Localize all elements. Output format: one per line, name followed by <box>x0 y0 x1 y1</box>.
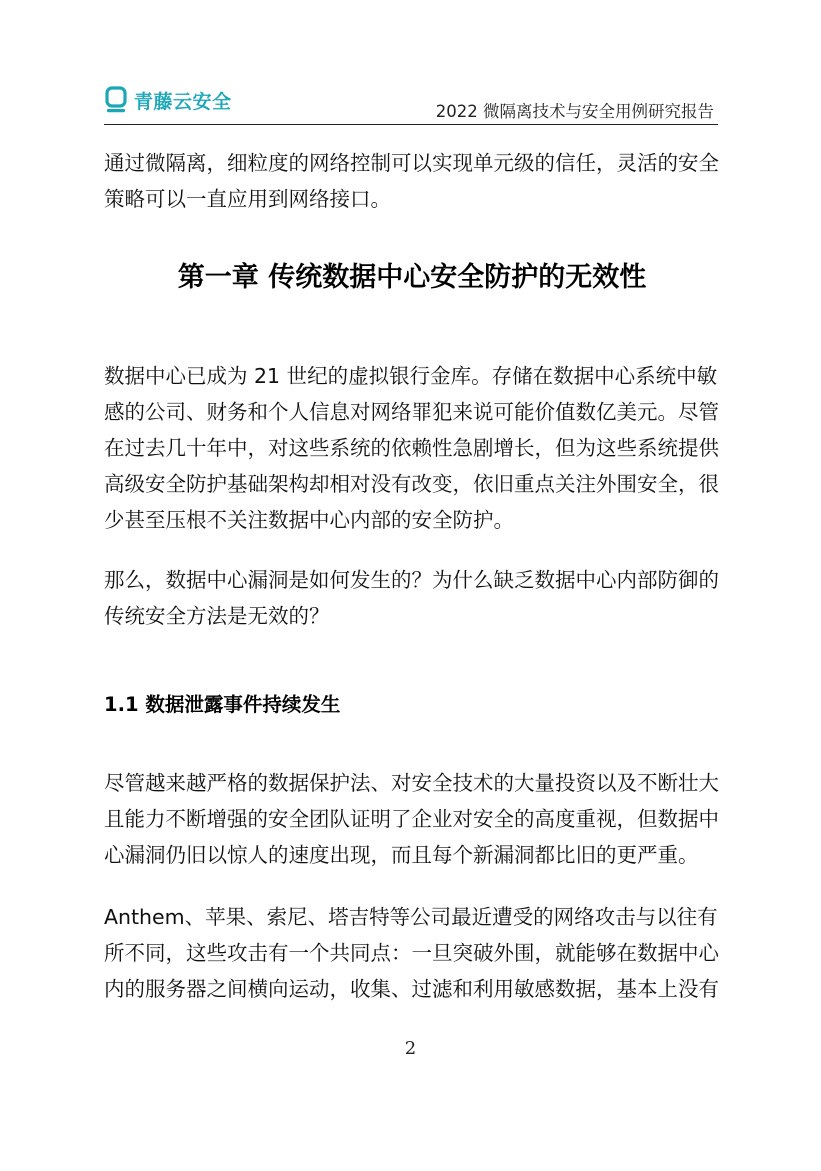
section-title: 1.1 数据泄露事件持续发生 <box>104 693 341 716</box>
logo-text: 青藤云安全 <box>134 90 232 113</box>
paragraph-breaches: 尽管越来越严格的数据保护法、对安全技术的大量投资以及不断壮大且能力不断增强的安全团队证明了企业对安全的高度重视，但数据中心漏洞仍旧以惊人的速度出现，而且每个新漏洞都比旧的更严重。 <box>104 771 719 867</box>
paragraph-question: 那么，数据中心漏洞是如何发生的？为什么缺乏数据中心内部防御的传统安全方法是无效的？ <box>104 568 719 628</box>
page-header <box>104 80 718 125</box>
paragraph-attacks: Anthem、苹果、索尼、塔吉特等公司最近遭受的网络攻击与以往有所不同，这些攻击有一个共同点：一旦突破外围，就能够在数据中心内的服务器之间横向运动，收集、过滤和利用敏感数据，基本上没有 <box>104 905 719 1001</box>
qingteng-logo-icon <box>104 86 128 114</box>
paragraph-intro: 通过微隔离，细粒度的网络控制可以实现单元级的信任，灵活的安全策略可以一直应用到网络接口。 <box>104 151 719 211</box>
paragraph-data-center: 数据中心已成为 21 世纪的虚拟银行金库。存储在数据中心系统中敏感的公司、财务和个人信息对网络罪犯来说可能价值数亿美元。尽管在过去几十年中，对这些系统的依赖性急剧增长，但为这些系统提供高级安全防护基础架构却相对没有改变，依旧重点关注外围安全，很少甚至压根不关注数据中心内部的安全防护。 <box>104 364 719 532</box>
report-title: 2022 微隔离技术与安全用例研究报告 <box>435 102 714 121</box>
page-number: 2 <box>404 1038 417 1059</box>
brand-logo <box>104 86 232 114</box>
chapter-title: 第一章 传统数据中心安全防护的无效性 <box>177 262 647 293</box>
